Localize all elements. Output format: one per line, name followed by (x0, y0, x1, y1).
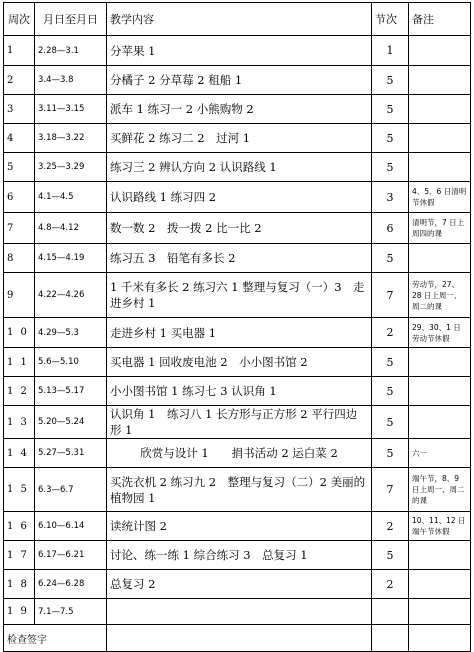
table-row (4, 153, 471, 182)
periods-cell: 5 (372, 348, 409, 377)
week-cell: 1 7 (4, 541, 35, 570)
week-cell: 9 (4, 273, 35, 318)
dates-cell: 3.25—3.29 (35, 153, 107, 182)
dates-cell: 6.24—6.28 (35, 570, 107, 599)
periods-cell: 5 (372, 406, 409, 439)
content-cell: 欣赏与设计 1 捐书活动 2 运白菜 2 (107, 439, 372, 468)
content-cell: 练习三 2 辨认方向 2 认识路线 1 (107, 153, 372, 182)
note-cell: 29、30、1 日劳动节休假 (409, 318, 471, 348)
content-cell: 总复习 2 (107, 570, 372, 599)
header-notes: 备注 (409, 3, 471, 36)
note-cell (409, 95, 471, 124)
note-cell (409, 153, 471, 182)
week-cell: 1 0 (4, 318, 35, 348)
table-row (4, 36, 471, 66)
content-cell: 分橘子 2 分草莓 2 租船 1 (107, 66, 372, 95)
table-row (4, 66, 471, 95)
week-cell: 4 (4, 124, 35, 153)
week-cell: 1 9 (4, 599, 35, 625)
week-cell: 7 (4, 213, 35, 244)
note-cell: 端午节，8、9 日上周一、周二的课 (409, 468, 471, 512)
content-cell: 买电器 1 回收废电池 2 小小图书馆 2 (107, 348, 372, 377)
periods-cell: 7 (372, 273, 409, 318)
table-row (4, 244, 471, 273)
table-row (4, 182, 471, 213)
note-cell (409, 124, 471, 153)
week-cell: 3 (4, 95, 35, 124)
content-cell: 讨论、练一练 1 综合练习 3 总复习 1 (107, 541, 372, 570)
periods-cell: 1 (372, 36, 409, 66)
teaching-schedule-table (3, 2, 471, 652)
periods-cell: 2 (372, 318, 409, 348)
periods-cell: 5 (372, 124, 409, 153)
week-cell: 8 (4, 244, 35, 273)
periods-cell: 2 (372, 570, 409, 599)
note-cell (409, 66, 471, 95)
periods-cell: 2 (372, 512, 409, 541)
note-cell: 10、11、12 日端午节休假 (409, 512, 471, 541)
periods-cell: 5 (372, 66, 409, 95)
week-cell: 2 (4, 66, 35, 95)
week-cell: 1 3 (4, 406, 35, 439)
week-cell: 1 8 (4, 570, 35, 599)
table-row (4, 406, 471, 439)
dates-cell: 5.27—5.31 (35, 439, 107, 468)
dates-cell: 4.15—4.19 (35, 244, 107, 273)
sign-cell (107, 625, 372, 652)
table-row (4, 95, 471, 124)
periods-cell: 5 (372, 95, 409, 124)
dates-cell: 3.4—3.8 (35, 66, 107, 95)
table-row (4, 541, 471, 570)
periods-cell: 3 (372, 182, 409, 213)
sign-label: 检查签字 (4, 625, 107, 652)
periods-cell: 5 (372, 153, 409, 182)
header-week: 周次 (4, 3, 35, 36)
content-cell: 读统计图 2 (107, 512, 372, 541)
dates-cell: 5.6—5.10 (35, 348, 107, 377)
sign-cell (409, 625, 471, 652)
week-cell: 1 1 (4, 348, 35, 377)
table-row (4, 512, 471, 541)
table-row (4, 348, 471, 377)
note-cell (409, 348, 471, 377)
dates-cell: 6.17—6.21 (35, 541, 107, 570)
note-cell: 六一 (409, 439, 471, 468)
content-cell: 分苹果 1 (107, 36, 372, 66)
note-cell: 4、5、6 日清明节休假 (409, 182, 471, 213)
content-cell: 小小图书馆 1 练习七 3 认识角 1 (107, 377, 372, 406)
table-row (4, 599, 471, 625)
periods-cell: 5 (372, 541, 409, 570)
dates-cell: 5.13—5.17 (35, 377, 107, 406)
content-cell: 买洗衣机 2 练习九 2 整理与复习（二）2 美丽的植物园 1 (107, 468, 372, 512)
table-row (4, 468, 471, 512)
week-cell: 5 (4, 153, 35, 182)
table-row (4, 377, 471, 406)
content-cell: 走进乡村 1 买电器 1 (107, 318, 372, 348)
dates-cell: 4.1—4.5 (35, 182, 107, 213)
periods-cell (372, 599, 409, 625)
content-cell (107, 599, 372, 625)
sign-row (4, 625, 471, 652)
content-cell: 1 千米有多长 2 练习六 1 整理与复习（一）3 走进乡村 1 (107, 273, 372, 318)
header-periods: 节次 (372, 3, 409, 36)
note-cell (409, 377, 471, 406)
week-cell: 1 5 (4, 468, 35, 512)
periods-cell: 6 (372, 213, 409, 244)
header-dates: 月日至月日 (35, 3, 107, 36)
note-cell (409, 406, 471, 439)
week-cell: 6 (4, 182, 35, 213)
note-cell (409, 570, 471, 599)
content-cell: 认识角 1 练习八 1 长方形与正方形 2 平行四边形 1 (107, 406, 372, 439)
week-cell: 1 4 (4, 439, 35, 468)
dates-cell: 6.10—6.14 (35, 512, 107, 541)
note-cell (409, 599, 471, 625)
content-cell: 练习五 3 铅笔有多长 2 (107, 244, 372, 273)
content-cell: 认识路线 1 练习四 2 (107, 182, 372, 213)
periods-cell: 7 (372, 468, 409, 512)
dates-cell: 6.3—6.7 (35, 468, 107, 512)
header-row (4, 3, 471, 36)
note-cell: 劳动节，27、28 日上周一、周二的课 (409, 273, 471, 318)
dates-cell: 2.28—3.1 (35, 36, 107, 66)
periods-cell: 5 (372, 439, 409, 468)
table-row (4, 213, 471, 244)
table-row (4, 570, 471, 599)
table-row (4, 124, 471, 153)
content-cell: 派车 1 练习一 2 小熊购物 2 (107, 95, 372, 124)
dates-cell: 4.22—4.26 (35, 273, 107, 318)
week-cell: 1 (4, 36, 35, 66)
dates-cell: 3.11—3.15 (35, 95, 107, 124)
dates-cell: 4.8—4.12 (35, 213, 107, 244)
content-cell: 买鲜花 2 练习二 2 过河 1 (107, 124, 372, 153)
dates-cell: 7.1—7.5 (35, 599, 107, 625)
sign-cell (372, 625, 409, 652)
note-cell (409, 541, 471, 570)
note-cell (409, 36, 471, 66)
periods-cell: 5 (372, 244, 409, 273)
header-content: 教学内容 (107, 3, 372, 36)
note-cell: 清明节，7 日上周四的课 (409, 213, 471, 244)
dates-cell: 5.20—5.24 (35, 406, 107, 439)
table-row (4, 273, 471, 318)
week-cell: 1 6 (4, 512, 35, 541)
dates-cell: 3.18—3.22 (35, 124, 107, 153)
content-cell: 数一数 2 拨一拨 2 比一比 2 (107, 213, 372, 244)
dates-cell: 4.29—5.3 (35, 318, 107, 348)
periods-cell: 5 (372, 377, 409, 406)
table-row (4, 318, 471, 348)
week-cell: 1 2 (4, 377, 35, 406)
note-cell (409, 244, 471, 273)
table-row (4, 439, 471, 468)
